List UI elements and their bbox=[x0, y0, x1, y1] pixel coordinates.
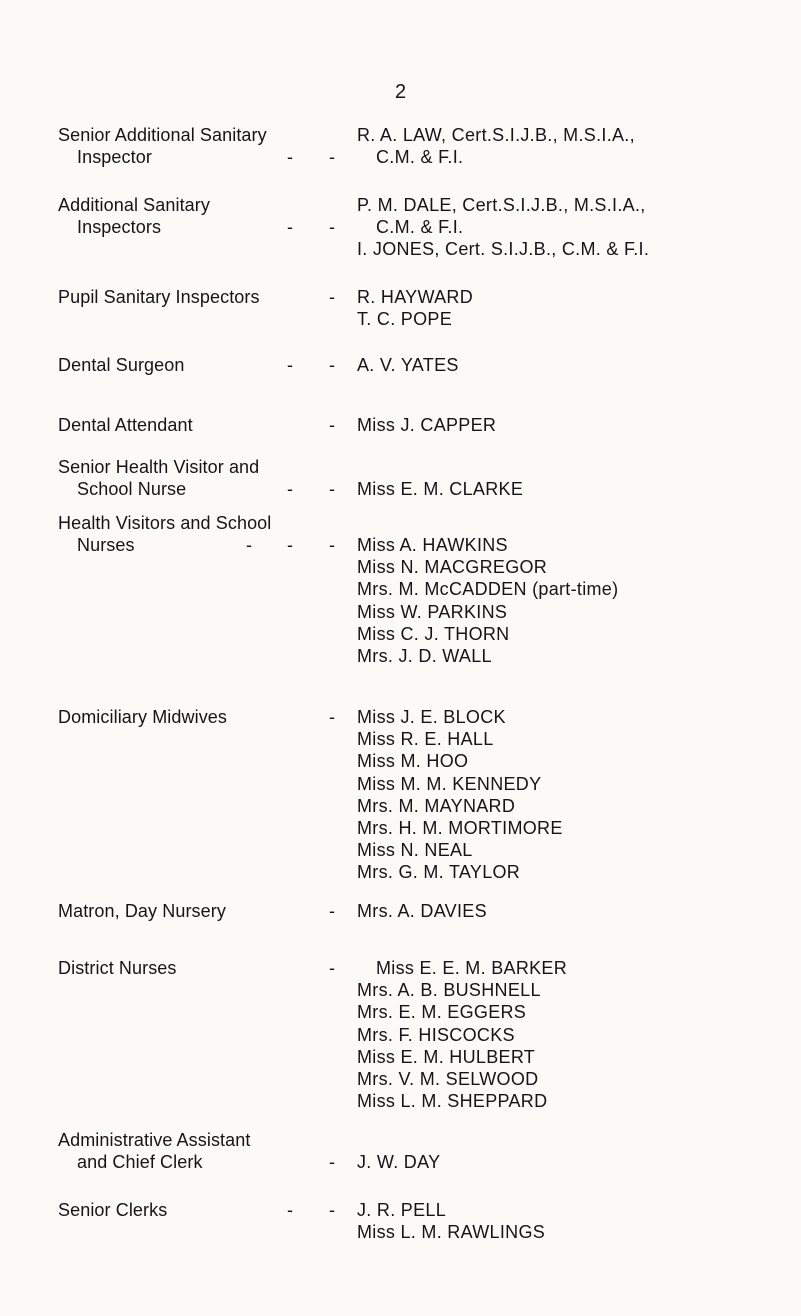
staff-name: Miss C. J. THORN bbox=[357, 623, 510, 644]
leader-dash: - bbox=[246, 535, 252, 555]
staff-name: Mrs. M. McCADDEN (part-time) bbox=[357, 579, 619, 600]
staff-name: C.M. & F.I. bbox=[376, 147, 464, 168]
staff-name: Miss L. M. SHEPPARD bbox=[357, 1091, 548, 1112]
leader-dash: - bbox=[329, 479, 335, 499]
role-line: Domiciliary Midwives bbox=[58, 707, 228, 727]
role-line: Pupil Sanitary Inspectors bbox=[58, 287, 260, 307]
staff-name: Miss L. M. RAWLINGS bbox=[357, 1222, 546, 1243]
staff-name: Miss N. MACGREGOR bbox=[357, 557, 548, 578]
leader-dash: - bbox=[329, 901, 335, 921]
staff-names bbox=[357, 124, 787, 168]
role-line: School Nurse bbox=[77, 479, 187, 499]
staff-name: Mrs. A. DAVIES bbox=[357, 901, 487, 921]
role-line: Nurses bbox=[77, 535, 135, 555]
leader-dash: - bbox=[329, 1152, 335, 1172]
staff-names bbox=[357, 706, 787, 884]
role-line: Dental Surgeon bbox=[58, 355, 185, 375]
role-line: Inspectors bbox=[77, 217, 162, 237]
leader-dash: - bbox=[329, 287, 335, 307]
role-line: Senior Additional Sanitary bbox=[58, 125, 267, 145]
role-label bbox=[58, 456, 348, 500]
staff-name: Miss J. E. BLOCK bbox=[357, 707, 506, 727]
role-label bbox=[58, 286, 348, 308]
staff-name: Miss N. NEAL bbox=[357, 840, 473, 861]
staff-name: Mrs. J. D. WALL bbox=[357, 645, 492, 666]
role-line: Health Visitors and School bbox=[58, 513, 272, 533]
leader-dash: - bbox=[329, 535, 335, 555]
leader-dash: - bbox=[329, 217, 335, 237]
staff-names bbox=[357, 194, 787, 261]
staff-name: Mrs. V. M. SELWOOD bbox=[357, 1068, 539, 1089]
role-line: Senior Clerks bbox=[58, 1200, 168, 1220]
staff-name: Mrs. E. M. EGGERS bbox=[357, 1002, 527, 1023]
role-label bbox=[58, 354, 348, 376]
role-label bbox=[58, 194, 348, 238]
leader-dash: - bbox=[287, 479, 293, 499]
staff-name: P. M. DALE, Cert.S.I.J.B., M.S.I.A., bbox=[357, 195, 646, 215]
role-line: Administrative Assistant bbox=[58, 1130, 251, 1150]
leader-dash: - bbox=[329, 1200, 335, 1220]
role-line: Dental Attendant bbox=[58, 415, 193, 435]
staff-name: Miss R. E. HALL bbox=[357, 729, 494, 750]
role-line: Additional Sanitary bbox=[58, 195, 210, 215]
staff-name: C.M. & F.I. bbox=[376, 217, 464, 238]
staff-name: Miss E. M. HULBERT bbox=[357, 1046, 536, 1067]
staff-name: I. JONES, Cert. S.I.J.B., C.M. & F.I. bbox=[357, 239, 650, 260]
role-label bbox=[58, 900, 348, 922]
staff-name: Mrs. G. M. TAYLOR bbox=[357, 862, 521, 883]
staff-names bbox=[357, 534, 787, 667]
leader-dash: - bbox=[329, 355, 335, 375]
leader-dash: - bbox=[329, 958, 335, 978]
staff-name: Miss J. CAPPER bbox=[357, 415, 497, 435]
staff-names bbox=[357, 414, 787, 436]
staff-names bbox=[357, 900, 787, 922]
role-label bbox=[58, 414, 348, 436]
staff-name: R. A. LAW, Cert.S.I.J.B., M.S.I.A., bbox=[357, 125, 635, 145]
staff-name: Miss M. HOO bbox=[357, 751, 469, 772]
role-line: Inspector bbox=[77, 147, 152, 167]
staff-names bbox=[357, 1151, 787, 1173]
staff-name: J. W. DAY bbox=[357, 1152, 441, 1172]
staff-name: Miss M. M. KENNEDY bbox=[357, 773, 542, 794]
staff-name: Miss E. M. CLARKE bbox=[357, 479, 524, 499]
staff-name: Miss W. PARKINS bbox=[357, 601, 508, 622]
leader-dash: - bbox=[287, 1200, 293, 1220]
role-label bbox=[58, 1199, 348, 1221]
role-label bbox=[58, 706, 348, 728]
role-label bbox=[58, 1129, 348, 1173]
leader-dash: - bbox=[287, 217, 293, 237]
leader-dash: - bbox=[287, 535, 293, 555]
leader-dash: - bbox=[329, 147, 335, 167]
staff-name: Miss A. HAWKINS bbox=[357, 535, 508, 555]
staff-name: Mrs. F. HISCOCKS bbox=[357, 1024, 515, 1045]
staff-name: T. C. POPE bbox=[357, 309, 453, 330]
role-label bbox=[58, 124, 348, 168]
leader-dash: - bbox=[287, 147, 293, 167]
staff-names bbox=[357, 957, 787, 1112]
staff-names bbox=[357, 286, 787, 330]
role-line: Matron, Day Nursery bbox=[58, 901, 226, 921]
staff-name: A. V. YATES bbox=[357, 355, 459, 375]
staff-names bbox=[357, 1199, 787, 1243]
staff-names bbox=[357, 354, 787, 376]
leader-dash: - bbox=[329, 415, 335, 435]
leader-dash: - bbox=[287, 355, 293, 375]
role-line: and Chief Clerk bbox=[77, 1152, 203, 1172]
role-label bbox=[58, 957, 348, 979]
staff-name: Mrs. H. M. MORTIMORE bbox=[357, 817, 563, 838]
staff-name: J. R. PELL bbox=[357, 1200, 447, 1220]
staff-name: Mrs. A. B. BUSHNELL bbox=[357, 980, 541, 1001]
staff-name: Miss E. E. M. BARKER bbox=[376, 958, 568, 978]
page-number: 2 bbox=[394, 81, 407, 103]
leader-dash: - bbox=[329, 707, 335, 727]
role-line: Senior Health Visitor and bbox=[58, 457, 260, 477]
staff-name: R. HAYWARD bbox=[357, 287, 474, 307]
staff-name: Mrs. M. MAYNARD bbox=[357, 795, 516, 816]
role-label bbox=[58, 512, 348, 556]
staff-names bbox=[357, 478, 787, 500]
role-line: District Nurses bbox=[58, 958, 177, 978]
